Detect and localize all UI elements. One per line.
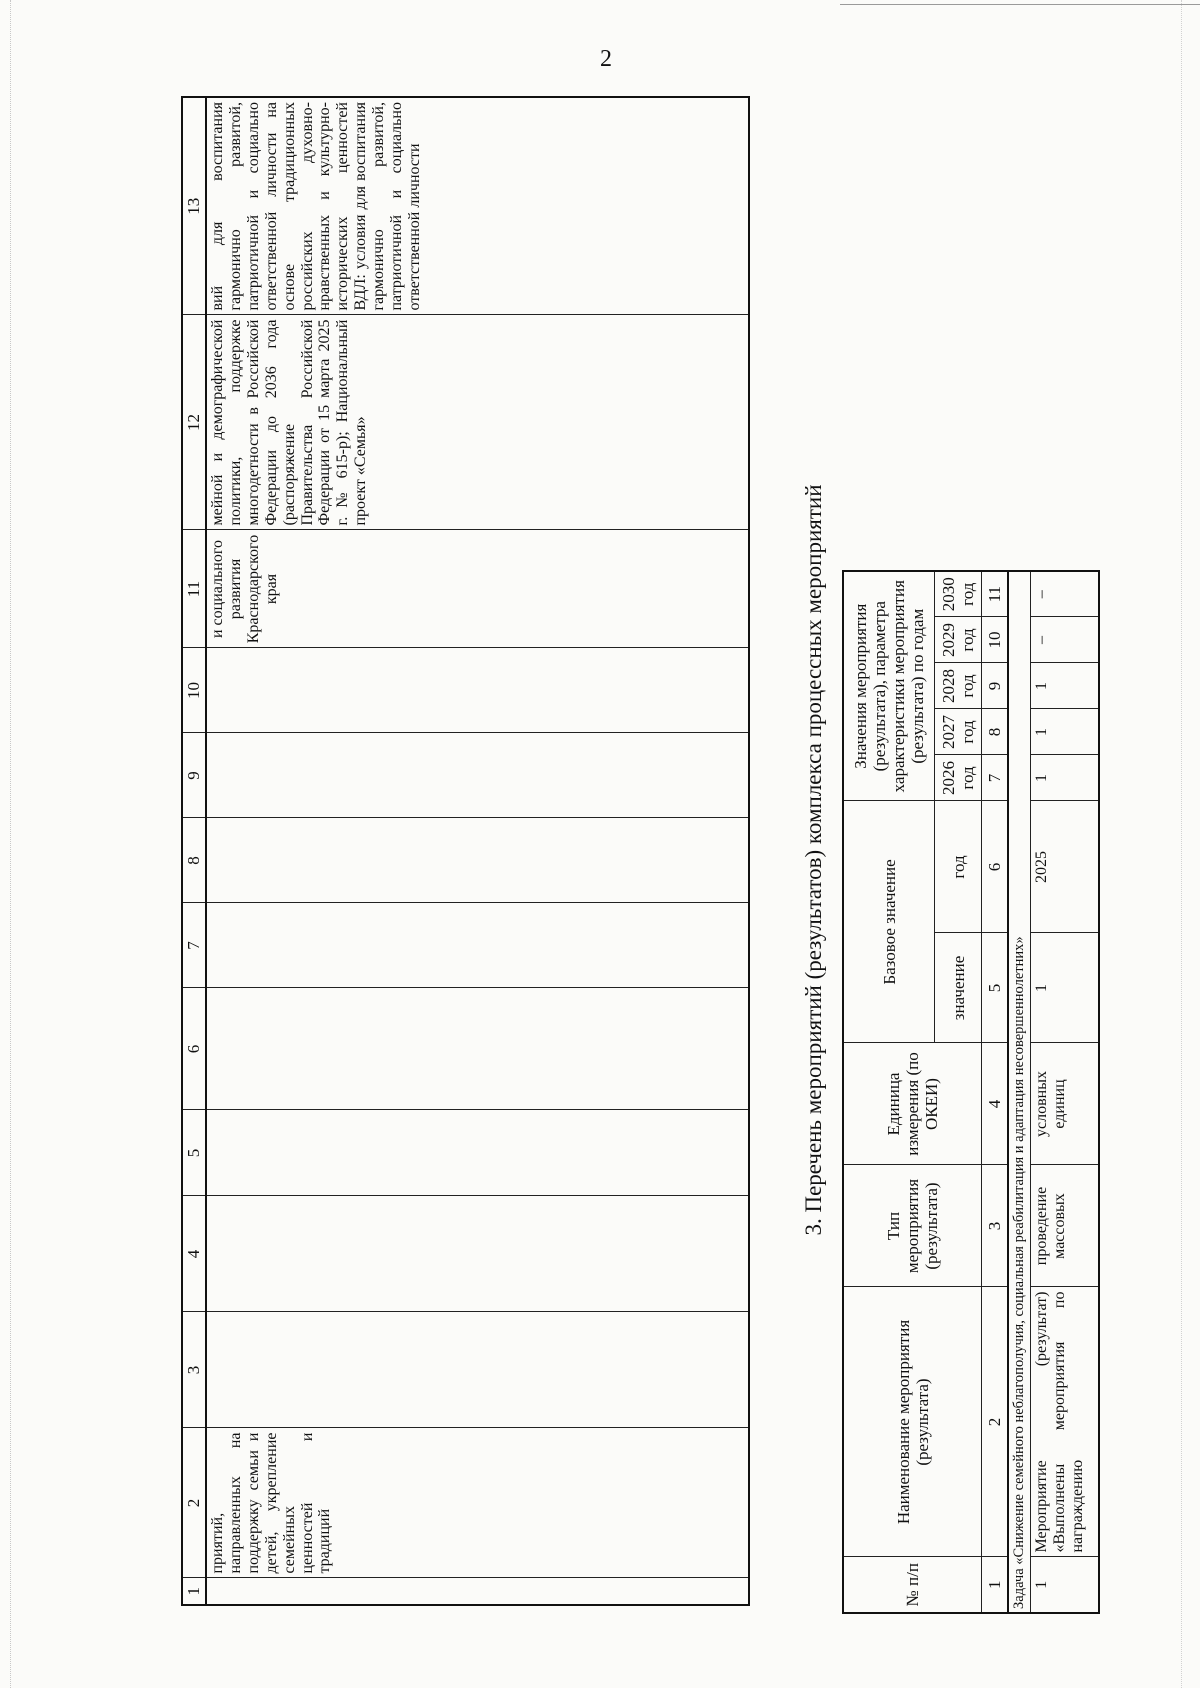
header-col-5: 5 bbox=[182, 1110, 206, 1196]
cell-col-7 bbox=[206, 903, 749, 988]
row1-unit: условных единиц bbox=[1031, 1043, 1099, 1165]
colnum-6: 6 bbox=[982, 801, 1008, 933]
cell-col-2: приятий, направленных на поддержку семьи и детей, укрепление семейных ценностей и традиций bbox=[206, 1428, 749, 1578]
colnum-9: 9 bbox=[982, 663, 1008, 709]
scan-edge-left bbox=[10, 0, 11, 1688]
row1-value-2027: 1 bbox=[1031, 709, 1099, 755]
header-col-1: 1 bbox=[182, 1578, 206, 1605]
header-year-2028: 2028 год bbox=[935, 663, 982, 709]
cell-col-13: вий для воспитания гармонично развитой, патриотичной и социально ответственной личности на основе традиционных российских духовно-нравственных и культурно-исторических ценностей ВДЛ: условия для воспитания гармонично развитой, патриотичной и социально ответственной личности bbox=[206, 97, 749, 315]
header-name: Наименование мероприятия (результата) bbox=[843, 1287, 982, 1557]
header-base-year: год bbox=[935, 801, 982, 933]
colnum-2: 2 bbox=[982, 1287, 1008, 1557]
header-type: Тип мероприятия (результата) bbox=[843, 1165, 982, 1287]
colnum-11: 11 bbox=[982, 571, 1008, 617]
row1-base-value: 1 bbox=[1031, 933, 1099, 1043]
cell-col-10 bbox=[206, 648, 749, 733]
cell-col-9 bbox=[206, 733, 749, 818]
colnum-4: 4 bbox=[982, 1043, 1008, 1165]
continuation-table bbox=[181, 98, 750, 1606]
row1-value-2029: – bbox=[1031, 617, 1099, 663]
colnum-3: 3 bbox=[982, 1165, 1008, 1287]
row1-base-year: 2025 bbox=[1031, 801, 1099, 933]
header-col-12: 12 bbox=[182, 315, 206, 530]
colnum-5: 5 bbox=[982, 933, 1008, 1043]
header-year-2027: 2027 год bbox=[935, 709, 982, 755]
header-col-11: 11 bbox=[182, 530, 206, 648]
header-unit: Единица измерения (по ОКЕИ) bbox=[843, 1043, 982, 1165]
colnum-8: 8 bbox=[982, 709, 1008, 755]
section-heading: 3. Перечень мероприятий (результатов) комплекса процессных мероприятий bbox=[801, 484, 826, 1236]
cell-col-4 bbox=[206, 1196, 749, 1312]
header-col-7: 7 bbox=[182, 903, 206, 988]
header-col-4: 4 bbox=[182, 1196, 206, 1312]
row1-value-2026: 1 bbox=[1031, 755, 1099, 801]
row1-num: 1 bbox=[1031, 1557, 1099, 1613]
header-col-3: 3 bbox=[182, 1312, 206, 1428]
header-col-9: 9 bbox=[182, 733, 206, 818]
header-col-13: 13 bbox=[182, 97, 206, 315]
colnum-7: 7 bbox=[982, 755, 1008, 801]
cell-col-11: и социального развития Краснодарского края bbox=[206, 530, 749, 648]
header-col-10: 10 bbox=[182, 648, 206, 733]
cell-col-5 bbox=[206, 1110, 749, 1196]
colnum-10: 10 bbox=[982, 617, 1008, 663]
header-base: Базовое значение bbox=[843, 801, 935, 1043]
row1-type: проведение массовых bbox=[1031, 1165, 1099, 1287]
header-col-6: 6 bbox=[182, 988, 206, 1110]
scan-edge-right bbox=[1181, 0, 1182, 1688]
row1-value-2028: 1 bbox=[1031, 663, 1099, 709]
cell-col-1 bbox=[206, 1578, 749, 1605]
cell-col-12: мейной и демографической политики, поддержке многодетности в Российской Федерации до 2036 года (распоряжение Правительства Российской Федерации от 15 марта 2025 г. № 615-р); Национальный проект «Семья» bbox=[206, 315, 749, 530]
row1-value-2030: – bbox=[1031, 571, 1099, 617]
task-row: Задача «Снижение семейного неблагополучия, социальная реабилитация и адаптация несовершеннолетних» bbox=[1008, 571, 1031, 1613]
header-col-8: 8 bbox=[182, 818, 206, 903]
cell-col-3 bbox=[206, 1312, 749, 1428]
cell-col-6 bbox=[206, 988, 749, 1110]
page-number: 2 bbox=[600, 46, 612, 72]
header-year-2030: 2030 год bbox=[935, 571, 982, 617]
header-col-2: 2 bbox=[182, 1428, 206, 1578]
header-year-2029: 2029 год bbox=[935, 617, 982, 663]
scan-top-line bbox=[840, 4, 1200, 5]
header-num: № п/п bbox=[843, 1557, 982, 1613]
row1-name: Мероприятие (результат) «Выполнены мероприятия по награждению bbox=[1031, 1287, 1099, 1557]
colnum-1: 1 bbox=[982, 1557, 1008, 1613]
cell-col-8 bbox=[206, 818, 749, 903]
measures-table bbox=[842, 577, 1100, 1614]
header-values: Значения мероприятия (результата), параметра характеристики мероприятия (результата) по годам bbox=[843, 571, 935, 801]
header-year-2026: 2026 год bbox=[935, 755, 982, 801]
header-base-value: значение bbox=[935, 933, 982, 1043]
